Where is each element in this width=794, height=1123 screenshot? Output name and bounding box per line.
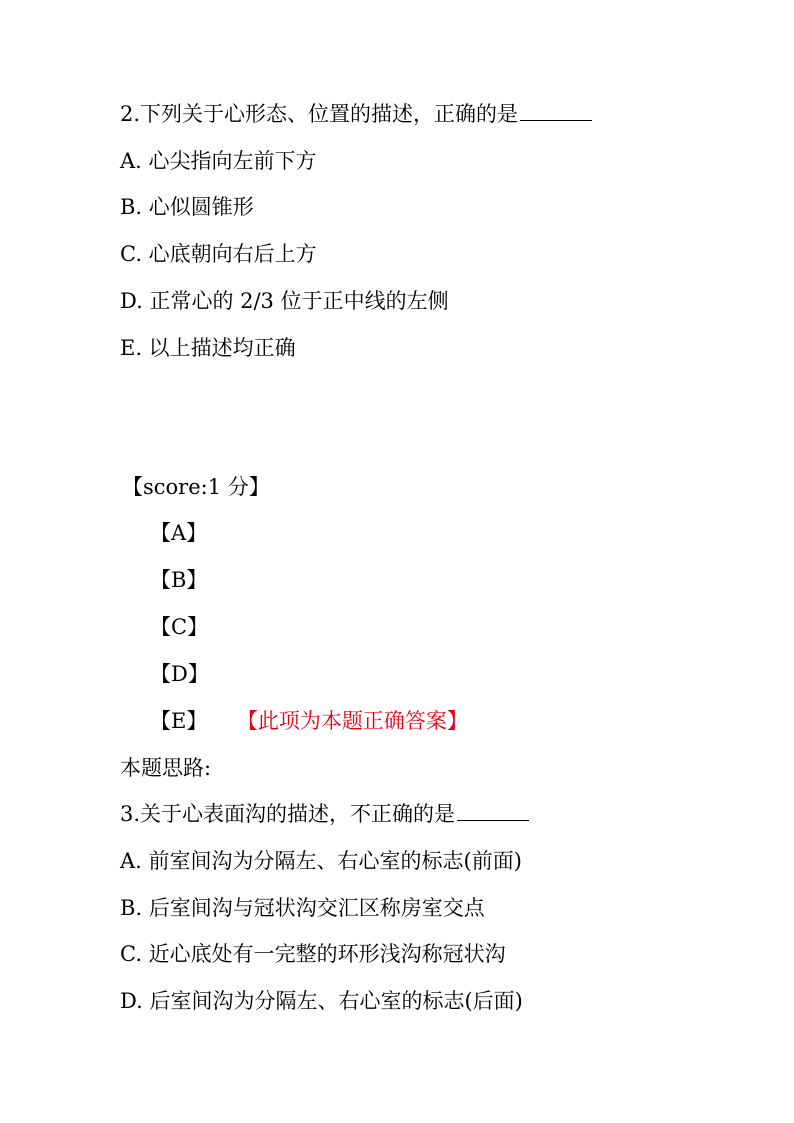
answer-choice-a[interactable]: 【A】	[150, 521, 208, 545]
question-3-stem: 3.关于心表面沟的描述，不正确的是	[120, 800, 529, 828]
question-2-option-e: E. 以上描述均正确	[120, 336, 296, 360]
answer-choice-b[interactable]: 【B】	[150, 568, 208, 592]
answer-choice-e-row	[150, 707, 468, 735]
question-2-option-a: A. 心尖指向左前下方	[120, 149, 317, 173]
answer-choice-c[interactable]: 【C】	[150, 615, 209, 639]
answer-choice-e[interactable]: 【E】	[150, 709, 208, 733]
answer-blank	[457, 802, 529, 821]
explanation-label: 本题思路:	[120, 756, 212, 780]
question-3-option-d: D. 后室间沟为分隔左、右心室的标志(后面)	[120, 989, 523, 1013]
question-3-option-b: B. 后室间沟与冠状沟交汇区称房室交点	[120, 896, 485, 920]
question-2-option-c: C. 心底朝向右后上方	[120, 242, 317, 266]
answer-choice-d[interactable]: 【D】	[150, 662, 209, 686]
question-2-option-d: D. 正常心的 2/3 位于正中线的左侧	[120, 289, 449, 313]
score-label: 【score:1 分】	[122, 475, 270, 499]
correct-answer-marker: 【此项为本题正确答案】	[247, 709, 468, 733]
question-3-option-c: C. 近心底处有一完整的环形浅沟称冠状沟	[120, 942, 506, 966]
answer-blank	[520, 102, 592, 121]
question-2-stem: 2.下列关于心形态、位置的描述，正确的是	[120, 100, 592, 128]
question-3-option-a: A. 前室间沟为分隔左、右心室的标志(前面)	[120, 849, 522, 873]
question-2-option-b: B. 心似圆锥形	[120, 195, 254, 219]
